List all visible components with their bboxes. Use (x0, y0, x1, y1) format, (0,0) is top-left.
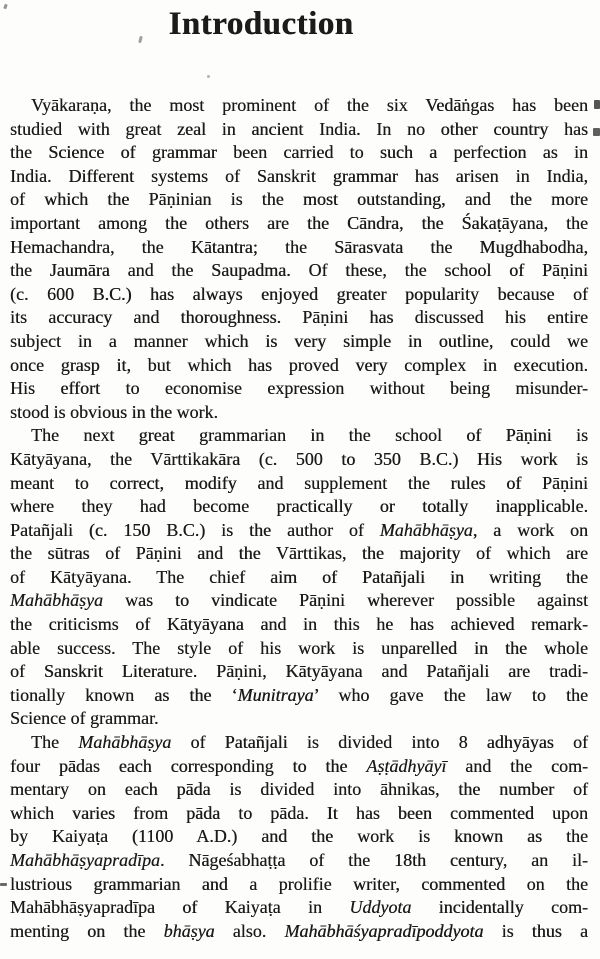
text-line (10, 589, 588, 613)
italic-text-run: Mahābhāṣya (78, 732, 172, 753)
italic-text-run: Munitraya (237, 684, 314, 705)
text-run: which varies from pāda to pāda. It has been commented upon (10, 802, 588, 823)
text-line (10, 401, 588, 425)
scan-artifact (594, 100, 600, 109)
paragraph (10, 94, 588, 424)
text-run: . Nāgeśabhaṭṭa of the 18th century, an il- (160, 850, 588, 870)
text-run: tionally known as the ‘ (10, 684, 238, 705)
text-line (10, 283, 588, 307)
text-line (10, 141, 588, 165)
text-run: of which the Pāṇinian is the most outstanding, and the more (10, 189, 588, 210)
text-run: menting on the (10, 920, 164, 941)
italic-text-run: Uddyota (349, 897, 412, 918)
text-line (10, 896, 588, 920)
text-run: lustrious grammarian and a prolifie writer, commented on the (10, 873, 588, 894)
text-line (10, 707, 588, 731)
text-run: the sūtras of Pāṇini and the Vārttikas, the majority of which are (10, 543, 588, 564)
text-line (10, 118, 588, 142)
text-run: Science of grammar. (10, 708, 159, 729)
text-run: incidentally com- (411, 897, 588, 918)
text-line (10, 472, 588, 496)
text-run: the Science of grammar been carried to such a perfection as in (10, 142, 588, 163)
text-run: the criticisms of Kātyāyana and in this he has achieved remark- (10, 614, 588, 635)
text-line (10, 684, 588, 708)
text-line (10, 259, 588, 283)
text-line (10, 825, 588, 849)
text-run: is thus a (483, 920, 588, 941)
text-line (10, 519, 588, 543)
text-line (10, 542, 588, 566)
italic-text-run: Mahābhāṣya (379, 519, 473, 540)
text-line (10, 330, 588, 354)
page-title: Introduction (168, 6, 354, 42)
text-line (10, 566, 588, 590)
paragraph (10, 731, 588, 943)
text-run: once grasp it, but which has proved very complex in execution. (10, 354, 588, 375)
scan-artifact (593, 128, 600, 136)
text-line (10, 94, 588, 118)
text-run: Hemachandra, the Kātantra; the Sārasvata the Mugdhabodha, (10, 236, 588, 257)
text-line (10, 354, 588, 378)
text-run: also. (214, 920, 285, 941)
text-run: Patañjali (c. 150 B.C.) is the author of (10, 519, 380, 540)
text-line (10, 778, 588, 802)
text-line (10, 802, 588, 826)
text-run: meant to correct, modify and supplement the rules of Pāṇini (10, 472, 588, 493)
text-run: able success. The style of his work is unparelled in the whole (10, 637, 588, 658)
text-run: India. Different systems of Sanskrit grammar has arisen in India, (10, 165, 588, 186)
text-run: ’ who gave the law to the (313, 684, 588, 705)
text-run: Kātyāyana, the Vārttikakāra (c. 500 to 350 B.C.) His work is (10, 448, 588, 469)
scan-artifact (0, 883, 7, 886)
italic-text-run: Mahābhāśyapradīpoddyota (284, 920, 484, 941)
text-run: , a work on (472, 519, 588, 540)
text-run: stood is obvious in the work. (10, 401, 219, 422)
text-run: the Jaumāra and the Saupadma. Of these, the school of Pāṇini (10, 260, 588, 281)
text-run: of Patañjali is divided into 8 adhyāyas of (171, 732, 588, 753)
text-line (10, 613, 588, 637)
text-run: Vyākaraṇa, the most prominent of the six Vedāṅgas has been (31, 95, 588, 115)
text-line (10, 377, 588, 401)
italic-text-run: bhāṣya (163, 920, 215, 941)
italic-text-run: Mahābhāṣya (10, 590, 103, 611)
text-run: (c. 600 B.C.) has always enjoyed greater popularity because of (10, 283, 588, 304)
text-line (10, 306, 588, 330)
italic-text-run: Aṣṭādhyāyī (366, 755, 447, 776)
text-line (10, 424, 588, 448)
text-run: and the com- (446, 755, 589, 776)
text-run: its accuracy and thoroughness. Pāṇini has discussed his entire (10, 307, 588, 328)
text-line (10, 448, 588, 472)
text-run: His effort to economise expression without being misunder- (10, 378, 588, 399)
text-run: mentary on each pāda is divided into āhnikas, the number of (10, 779, 588, 800)
text-line (10, 731, 588, 755)
text-line (10, 495, 588, 519)
text-line (10, 660, 588, 684)
text-line (10, 165, 588, 189)
paragraph (10, 424, 588, 731)
italic-text-run: Mahābhāṣyapradīpa (10, 850, 160, 870)
text-line (10, 849, 588, 873)
text-line (10, 637, 588, 661)
text-run: studied with great zeal in ancient India. In no other country has (10, 118, 588, 139)
page-body (10, 94, 588, 943)
text-line (10, 212, 588, 236)
text-run: important among the others are the Cāndra, the Śakaṭāyana, the (10, 212, 588, 233)
text-line (10, 236, 588, 260)
text-line (10, 873, 588, 897)
scan-artifact (207, 75, 210, 78)
text-line (10, 920, 588, 944)
text-run: where they had become practically or totally inapplicable. (10, 496, 588, 517)
text-run: of Sanskrit Literature. Pāṇini, Kātyāyana and Patañjali are tradi- (10, 661, 588, 682)
text-run: subject in a manner which is very simple in outline, could we (10, 330, 588, 351)
text-line (10, 188, 588, 212)
text-run: four pādas each corresponding to the (10, 755, 367, 776)
text-run: of Kātyāyana. The chief aim of Patañjali in writing the (10, 566, 588, 587)
text-run: The (31, 732, 79, 753)
text-run: was to vindicate Pāṇini wherever possible against (103, 590, 588, 611)
text-run: by Kaiyaṭa (1100 A.D.) and the work is known as the (10, 826, 588, 847)
text-run: The next great grammarian in the school of Pāṇini is (31, 425, 588, 446)
text-line (10, 755, 588, 779)
text-run: Mahābhāṣyapradīpa of Kaiyaṭa in (10, 897, 350, 918)
